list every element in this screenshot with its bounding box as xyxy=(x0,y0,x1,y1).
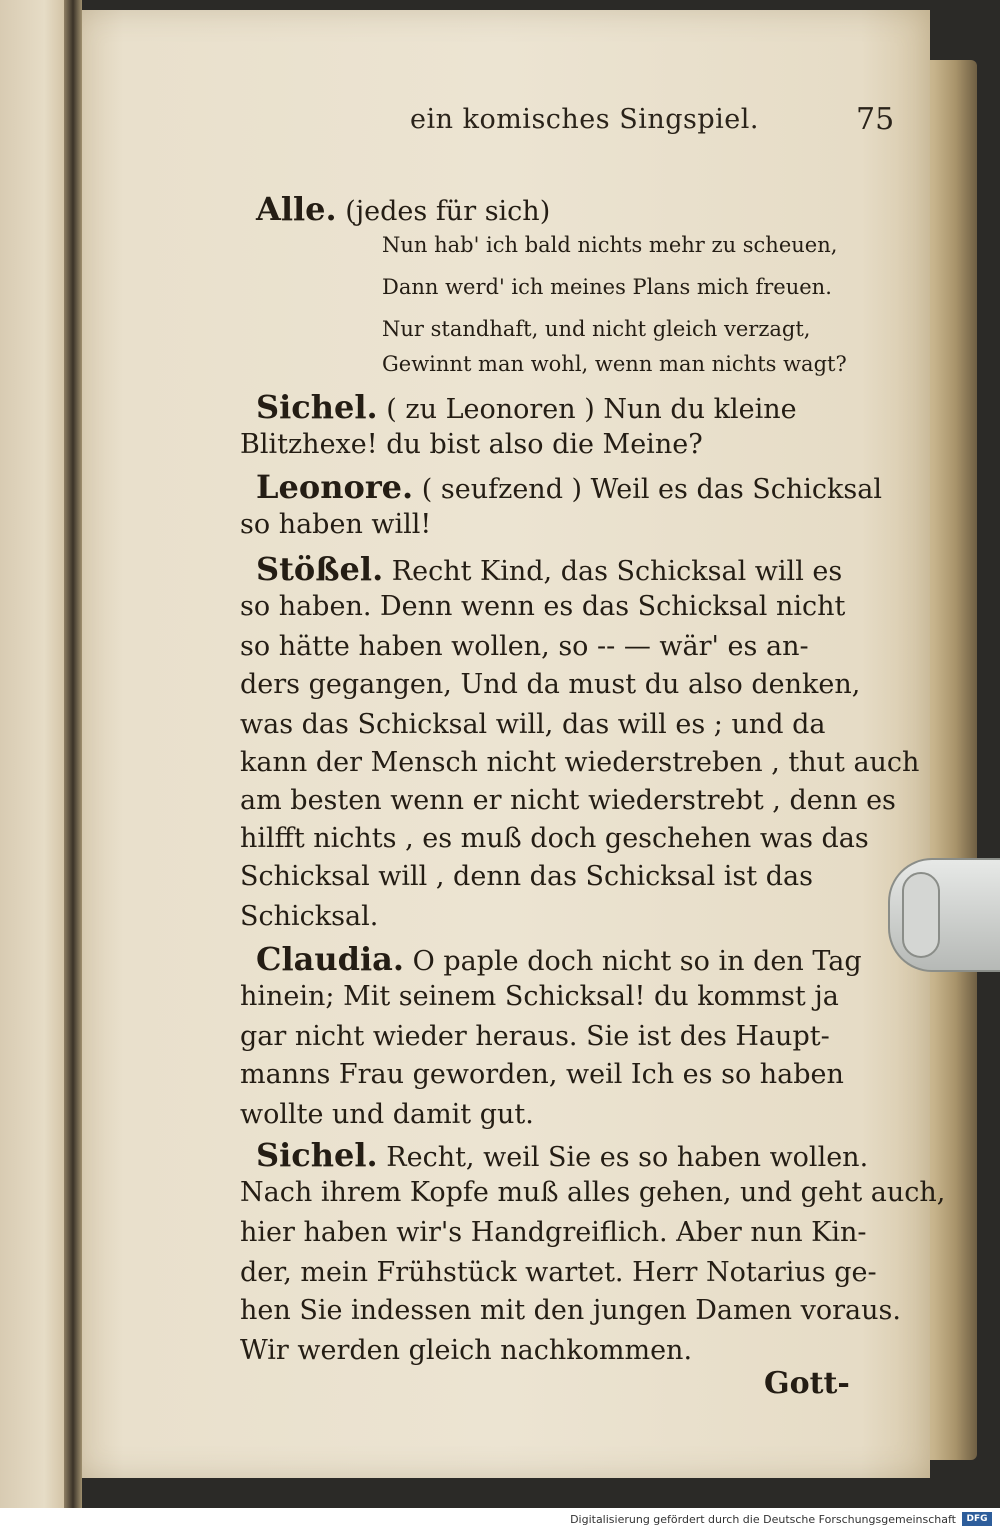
text-line: kann der Mensch nicht wiederstreben , thut auch xyxy=(240,747,920,778)
speaker-name: Alle. xyxy=(256,190,337,228)
speaker-name: Sichel. xyxy=(256,388,378,426)
verse-line: Dann werd' ich meines Plans mich freuen. xyxy=(382,275,832,299)
speaker-name: Sichel. xyxy=(256,1136,378,1174)
text-line: Claudia. O paple doch nicht so in den Tag xyxy=(256,940,862,978)
page-number: 75 xyxy=(856,102,895,137)
page-clip xyxy=(888,858,1000,972)
text-line: gar nicht wieder heraus. Sie ist des Haupt- xyxy=(240,1021,830,1052)
text-line: so haben will! xyxy=(240,509,432,540)
book-gutter xyxy=(64,0,82,1508)
text-line: hinein; Mit seinem Schicksal! du kommst ja xyxy=(240,981,839,1012)
text-line: wollte und damit gut. xyxy=(240,1099,534,1130)
text-line: hen Sie indessen mit den jungen Damen voraus. xyxy=(240,1295,901,1326)
text-line: Stößel. Recht Kind, das Schicksal will es xyxy=(256,550,843,588)
text-line: Sichel. ( zu Leonoren ) Nun du kleine xyxy=(256,388,797,426)
text-line: Schicksal will , denn das Schicksal ist das xyxy=(240,861,813,892)
text-line: hilfft nichts , es muß doch geschehen was das xyxy=(240,823,869,854)
stanza-heading xyxy=(256,190,550,228)
text-line: was das Schicksal will, das will es ; und da xyxy=(240,709,826,740)
funding-credit: Digitalisierung gefördert durch die Deutsche Forschungsgemeinschaft xyxy=(570,1513,956,1526)
speaker-name: Claudia. xyxy=(256,940,405,978)
dfg-logo: DFG xyxy=(962,1512,992,1526)
text-line: ders gegangen, Und da must du also denken, xyxy=(240,669,861,700)
text-line: der, mein Frühstück wartet. Herr Notarius ge- xyxy=(240,1257,877,1288)
speaker-name: Leonore. xyxy=(256,468,414,506)
running-title: ein komisches Singspiel. xyxy=(410,104,759,135)
text-line: manns Frau geworden, weil Ich es so haben xyxy=(240,1059,844,1090)
left-page-edge xyxy=(0,0,74,1508)
text-line: hier haben wir's Handgreiflich. Aber nun Kin- xyxy=(240,1217,867,1248)
verse-line: Nun hab' ich bald nichts mehr zu scheuen, xyxy=(382,233,838,257)
verse-line: Gewinnt man wohl, wenn man nichts wagt? xyxy=(382,352,847,376)
catchword: Gott- xyxy=(764,1366,850,1401)
stage-direction: (jedes für sich) xyxy=(345,196,551,227)
text-line: am besten wenn er nicht wiederstrebt , denn es xyxy=(240,785,896,816)
speaker-name: Stößel. xyxy=(256,550,384,588)
text-line: Leonore. ( seufzend ) Weil es das Schicksal xyxy=(256,468,883,506)
text-line: Wir werden gleich nachkommen. xyxy=(240,1335,693,1366)
text-line: Schicksal. xyxy=(240,901,379,932)
text-line: Blitzhexe! du bist also die Meine? xyxy=(240,429,703,460)
text-line: Sichel. Recht, weil Sie es so haben wollen. xyxy=(256,1136,869,1174)
verse-line: Nur standhaft, und nicht gleich verzagt, xyxy=(382,317,811,341)
text-line: Nach ihrem Kopfe muß alles gehen, und geht auch, xyxy=(240,1177,946,1208)
text-line: so haben. Denn wenn es das Schicksal nicht xyxy=(240,591,846,622)
footer-bar xyxy=(0,1508,1000,1530)
text-line: so hätte haben wollen, so -- — wär' es an- xyxy=(240,631,809,662)
